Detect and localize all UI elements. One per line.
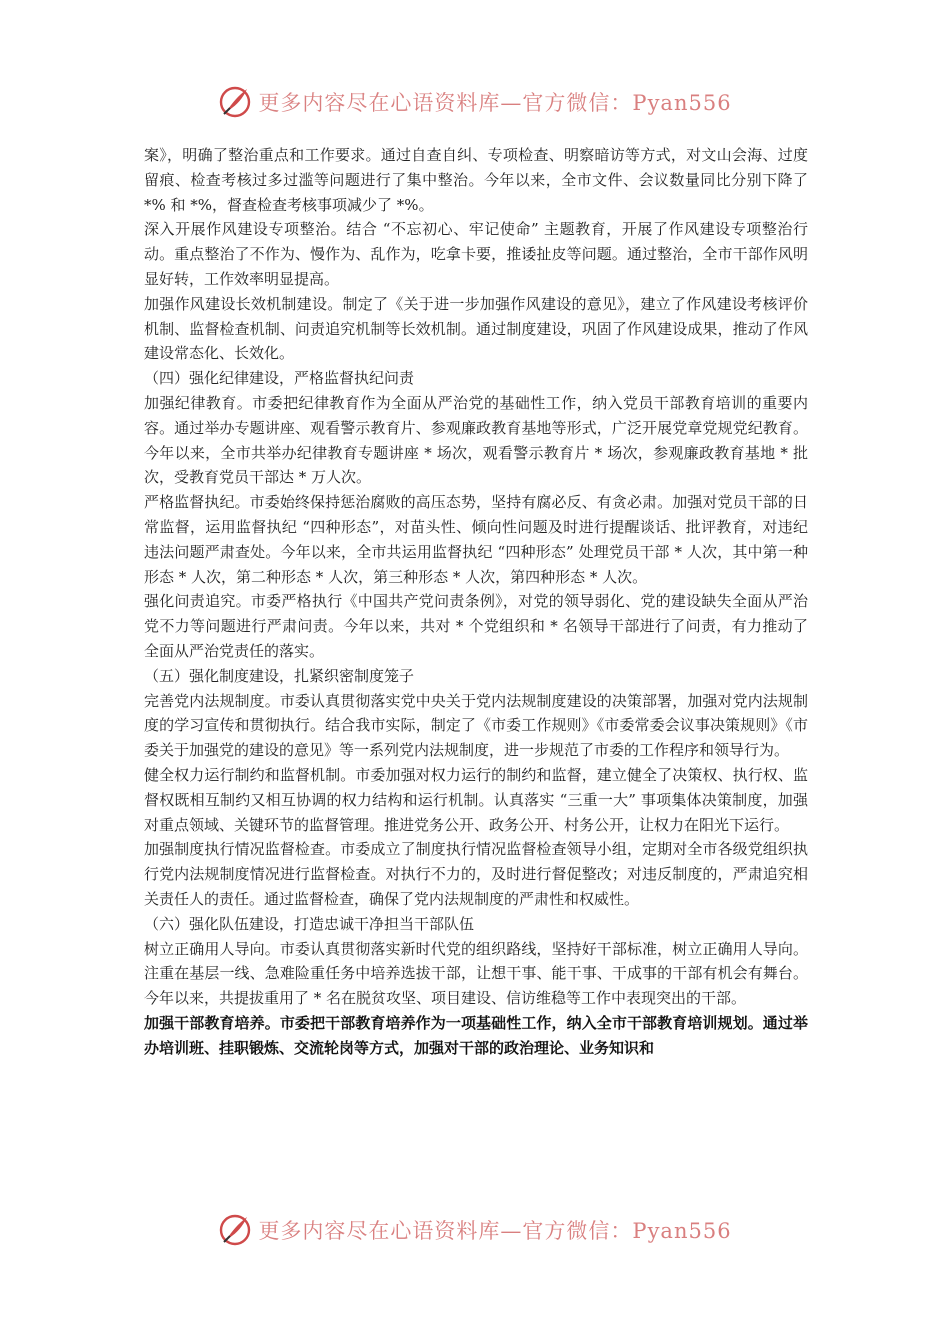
paragraph: 健全权力运行制约和监督机制。市委加强对权力运行的制约和监督，建立健全了决策权、执行权、监督权既相互制约又相互协调的权力结构和运行机制。认真落实 “三重一大” 事项集体决策制度，加强对重点领域、关键环节的监督管理。推进党务公开、政务公开、村务公开，让权力在阳光下运行。 — [144, 765, 808, 834]
banner-text: 更多内容尽在心语资料库—官方微信：Pyan556 — [258, 1219, 732, 1243]
quill-logo-icon — [218, 85, 252, 119]
section-heading: （五）强化制度建设，扎紧织密制度笼子 — [144, 666, 415, 685]
paragraph: 案》，明确了整治重点和工作要求。通过自查自纠、专项检查、明察暗访等方式，对文山会海、过度留痕、检查考核过多过滥等问题进行了集中整治。今年以来，全市文件、会议数量同比分别下降了 *% 和 *%，督查检查考核事项减少了 *%。 — [144, 146, 808, 214]
banner-text: 更多内容尽在心语资料库—官方微信：Pyan556 — [258, 91, 732, 115]
footer-banner — [0, 1210, 950, 1250]
paragraph: 加强制度执行情况监督检查。市委成立了制度执行情况监督检查领导小组，定期对全市各级党组织执行党内法规制度情况进行监督检查。对执行不力的，及时进行督促整改；对违反制度的，严肃追究相关责任人的责任。通过监督检查，确保了党内法规制度的严肃性和权威性。 — [144, 840, 808, 908]
paragraph: 强化问责追究。市委严格执行《中国共产党问责条例》，对党的领导弱化、党的建设缺失全面从严治党不力等问题进行严肃问责。今年以来，共对 * 个党组织和 * 名领导干部进行了问责，有力推动了全面从严治党责任的落实。 — [144, 592, 808, 660]
section-heading: （六）强化队伍建设，打造忠诚干净担当干部队伍 — [144, 914, 475, 933]
document-body — [144, 143, 808, 1060]
paragraph: 加强纪律教育。市委把纪律教育作为全面从严治党的基础性工作，纳入党员干部教育培训的重要内容。通过举办专题讲座、观看警示教育片、参观廉政教育基地等形式，广泛开展党章党规党纪教育。今年以来，全市共举办纪律教育专题讲座 * 场次，观看警示教育片 * 场次，参观廉政教育基地 * 批次，受教育党员干部达 * 万人次。 — [144, 393, 808, 487]
section-heading: （四）强化纪律建设，严格监督执纪问责 — [144, 369, 415, 388]
paragraph: 树立正确用人导向。市委认真贯彻落实新时代党的组织路线，坚持好干部标准，树立正确用人导向。注重在基层一线、急难险重任务中培养选拔干部，让想干事、能干事、干成事的干部有机会有舞台。今年以来，共提拔重用了 * 名在脱贫攻坚、项目建设、信访维稳等工作中表现突出的干部。 — [144, 939, 808, 1008]
paragraph: 加强作风建设长效机制建设。制定了《关于进一步加强作风建设的意见》，建立了作风建设考核评价机制、监督检查机制、问责追究机制等长效机制。通过制度建设，巩固了作风建设成果，推动了作风建设常态化、长效化。 — [144, 294, 808, 363]
header-banner — [0, 82, 950, 122]
paragraph: 完善党内法规制度。市委认真贯彻落实党中央关于党内法规制度建设的决策部署，加强对党内法规制度的学习宣传和贯彻执行。结合我市实际，制定了《市委工作规则》《市委常委会议事决策规则》《市委关于加强党的建设的意见》等一系列党内法规制度，进一步规范了市委的工作程序和领导行为。 — [144, 691, 808, 760]
paragraph: 深入开展作风建设专项整治。结合 “不忘初心、牢记使命” 主题教育，开展了作风建设专项整治行动。重点整治了不作为、慢作为、乱作为，吃拿卡要，推诿扯皮等问题。通过整治，全市干部作风明显好转，工作效率明显提高。 — [144, 220, 808, 288]
paragraph: 严格监督执纪。市委始终保持惩治腐败的高压态势，坚持有腐必反、有贪必肃。加强对党员干部的日常监督，运用监督执纪 “四种形态”，对苗头性、倾向性问题及时进行提醒谈话、批评教育，对违纪违法问题严肃查处。今年以来，全市共运用监督执纪 “四种形态” 处理党员干部 * 人次，其中第一种形态 * 人次，第二种形态 * 人次，第三种形态 * 人次，第四种形态 * 人次。 — [144, 493, 808, 586]
quill-logo-icon — [218, 1213, 252, 1247]
bold-paragraph: 加强干部教育培养。市委把干部教育培养作为一项基础性工作，纳入全市干部教育培训规划。通过举办培训班、挂职锻炼、交流轮岗等方式，加强对干部的政治理论、业务知识和 — [144, 1013, 808, 1057]
